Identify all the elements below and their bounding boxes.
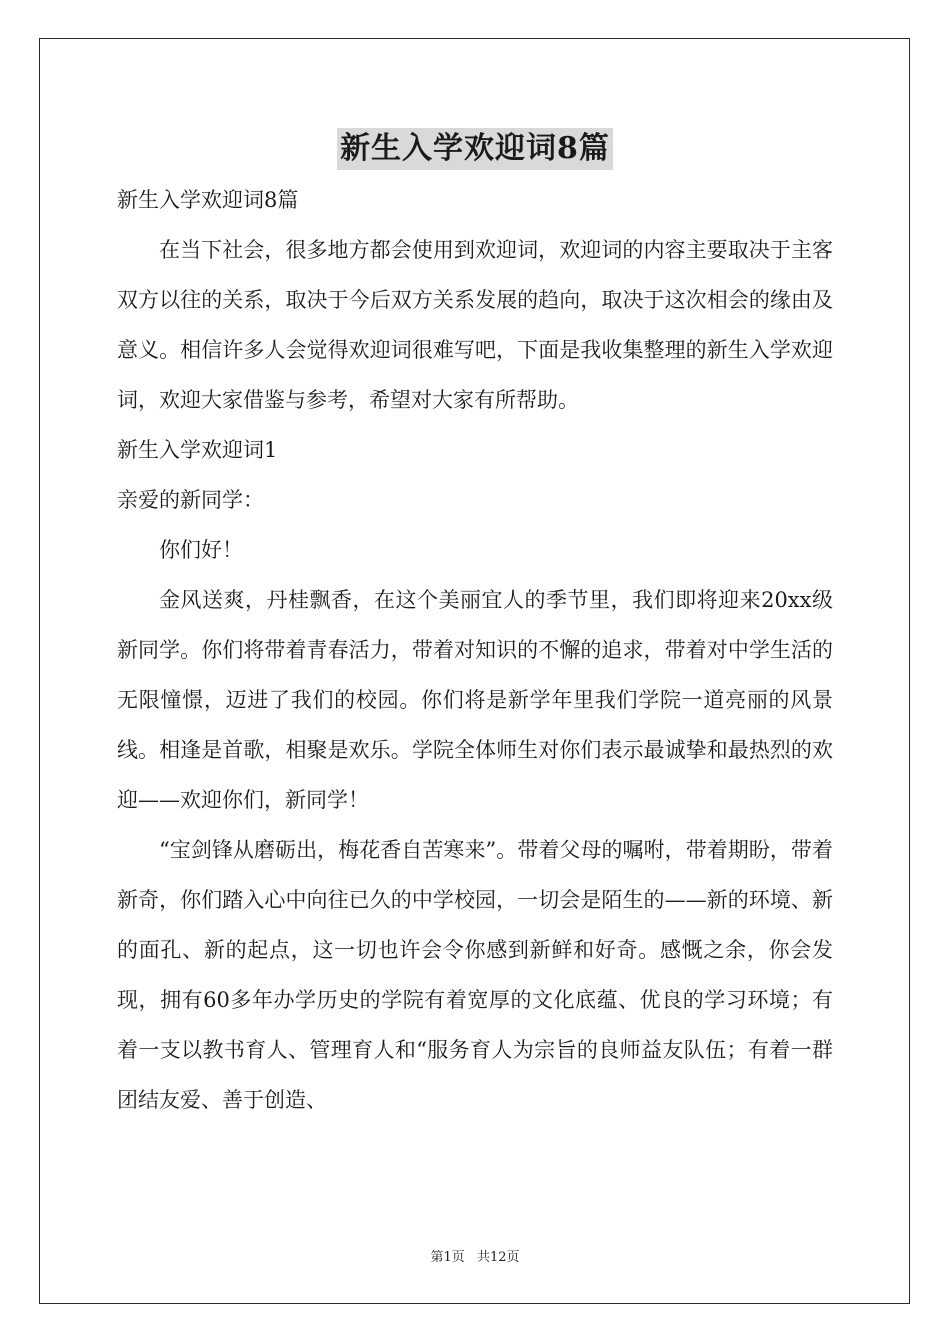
document-body bbox=[117, 175, 833, 1125]
section-heading: 新生入学欢迎词1 bbox=[117, 438, 278, 462]
salutation: 亲爱的新同学： bbox=[117, 488, 264, 512]
body-paragraph-2: “宝剑锋从磨砺出，梅花香自苦寒来”。带着父母的嘱咐，带着期盼，带着新奇，你们踏入心中向往已久的中学校园，一切会是陌生的——新的环境、新的面孔、新的起点，这一切也许会令你感到新鲜和好奇。感慨之余，你会发现，拥有60多年办学历史的学院有着宽厚的文化底蕴、优良的学习环境；有着一支以教书育人、管理育人和“服务育人为宗旨的良师益友队伍；有着一群团结友爱、善于创造、 bbox=[117, 838, 833, 1112]
document-subtitle: 新生入学欢迎词8篇 bbox=[117, 188, 299, 212]
intro-paragraph: 在当下社会，很多地方都会使用到欢迎词，欢迎词的内容主要取决于主客双方以往的关系，取决于今后双方关系发展的趋向，取决于这次相会的缘由及意义。相信许多人会觉得欢迎词很难写吧，下面是我收集整理的新生入学欢迎词，欢迎大家借鉴与参考，希望对大家有所帮助。 bbox=[117, 238, 833, 412]
page-total: 共12页 bbox=[476, 1250, 520, 1265]
greeting: 你们好！ bbox=[159, 538, 243, 562]
page-footer bbox=[0, 1246, 950, 1265]
body-paragraph-1: 金风送爽，丹桂飘香，在这个美丽宜人的季节里，我们即将迎来20xx级新同学。你们将带着青春活力，带着对知识的不懈的追求，带着对中学生活的无限憧憬，迈进了我们的校园。你们将是新学年里我们学院一道亮丽的风景线。相逢是首歌，相聚是欢乐。学院全体师生对你们表示最诚挚和最热烈的欢迎——欢迎你们，新同学！ bbox=[117, 588, 833, 812]
page-number: 第1页 bbox=[430, 1250, 465, 1265]
document-title: 新生入学欢迎词8篇 bbox=[337, 128, 613, 170]
title-container bbox=[0, 128, 950, 170]
